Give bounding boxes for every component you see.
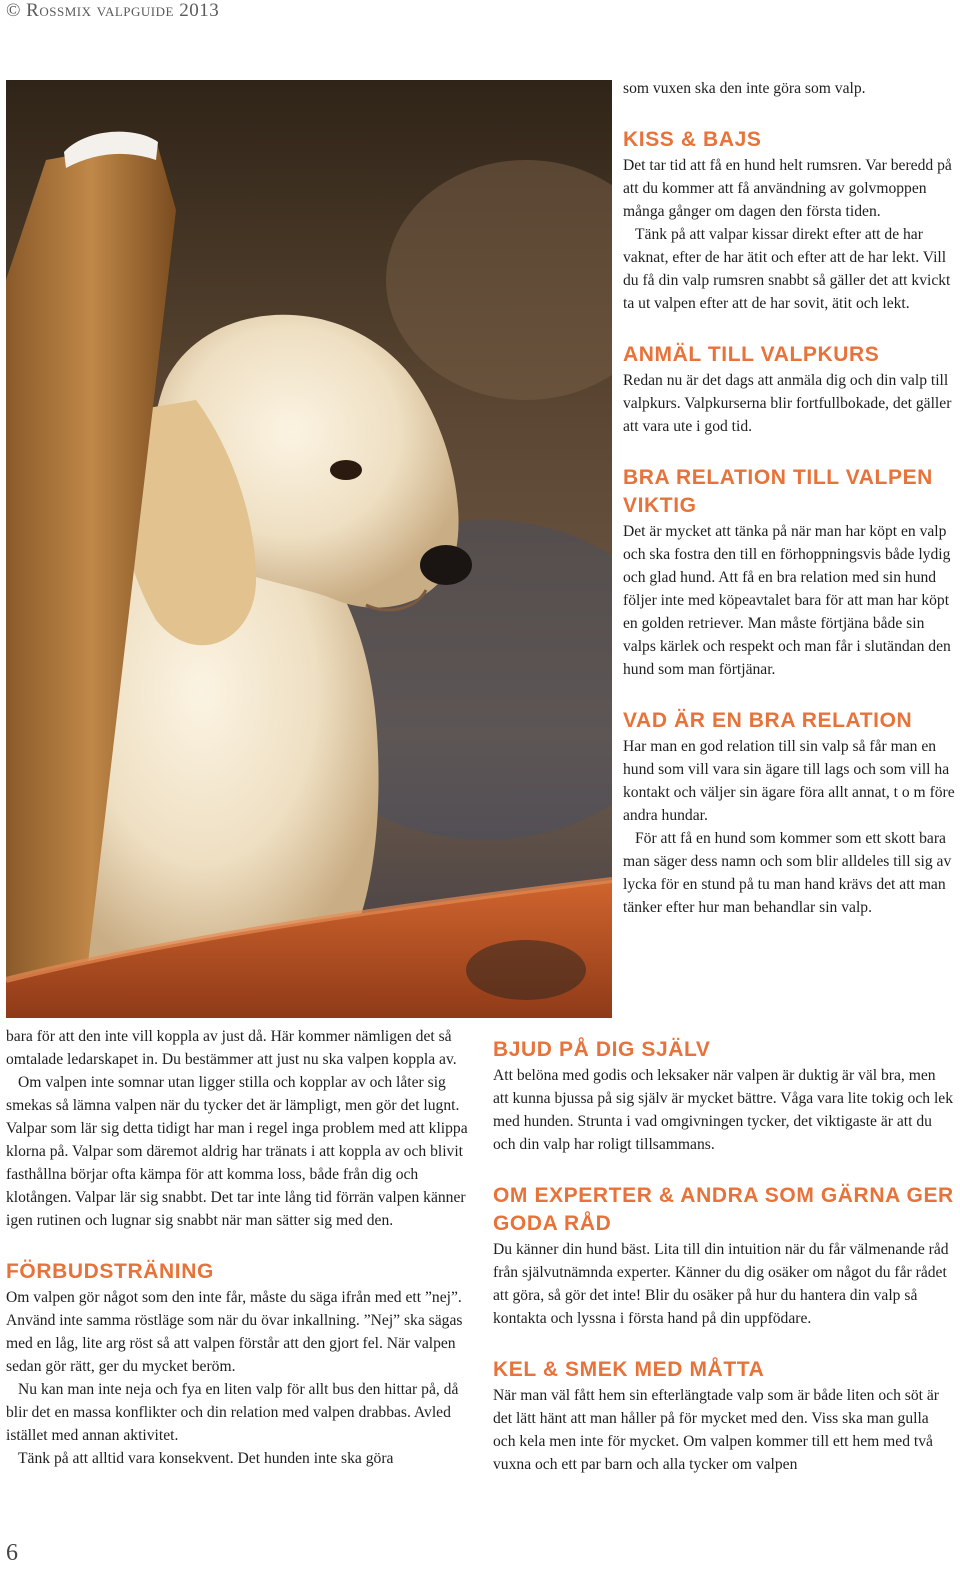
section-heading: VAD ÄR EN BRA RELATION	[623, 709, 913, 732]
column-left-bottom	[6, 1025, 471, 1470]
section-paragraph: För att få en hund som kommer som ett skott bara man säger dess namn och som blir alldeles till sig av lycka för en stund på tu man hand krävs det att man tänker efter hur man behandlar sin valp.	[623, 830, 952, 916]
section-paragraph: Tänk på att valpar kissar direkt efter att de har vaknat, efter de har ätit och efter att de har lekt. Vill du få din valp rumsren snabbt så gäller det att kvickt ta ut valpen efter att de har sovit, ätit och lekt.	[623, 226, 951, 312]
section-paragraph: Att belöna med godis och leksaker när valpen är duktig är väl bra, men att kunna bjussa på sig själv är mycket bättre. Våga vara lite tokig och lek med hunden. Strunta i vad omgivningen tycker, det viktigaste är att du och din valp har roligt tillsammans.	[493, 1067, 954, 1153]
section-paragraph: Det är mycket att tänka på när man har köpt en valp och ska fostra den till en förhoppningsvis både lydig och glad hund. Att få en bra relation med sin hund följer inte med köpeavtalet bara för att man har köpt en golden retriever. Man måste förtjäna både sin valps kärlek och respekt och man får i slutändan den hund som man förtjänar.	[623, 523, 951, 678]
section-paragraph: Det tar tid att få en hund helt rumsren. Var beredd på att du kommer att få användning av golvmoppen många gånger om dagen den första tiden.	[623, 157, 952, 220]
section-heading: KISS & BAJS	[623, 128, 762, 151]
page-number: 6	[6, 1540, 18, 1566]
section-paragraph: Du känner din hund bäst. Lita till din intuition när du får välmenande råd från självutnämnda experter. Känner du dig osäker om något du får rådet att göra, så gör det inte! Blir du osäker på hur du hantera din valp så kontakta och lyssna i första hand på din uppfödare.	[493, 1241, 949, 1327]
section-heading: KEL & SMEK MED MÅTTA	[493, 1358, 765, 1381]
section-paragraph: Har man en god relation till sin valp så får man en hund som vill vara sin ägare till lags och som vill ha kontakt och väljer sin ägare föra allt annat, t o m före andra hundar.	[623, 738, 955, 824]
section-heading: BJUD PÅ DIG SJÄLV	[493, 1038, 711, 1061]
column-right-bottom	[493, 1036, 955, 1476]
section-heading: ANMÄL TILL VALPKURS	[623, 343, 880, 366]
intro-paragraph: som vuxen ska den inte göra som valp.	[623, 80, 866, 97]
section-paragraph: Om valpen gör något som den inte får, måste du säga ifrån med ett ”nej”. Använd inte samma röstläge som när du övar inkallning. ”Nej” ska sägas med en låg, lite arg röst så att valpen förstår att den gjort fel. När valpen sedan gör rätt, ger du mycket beröm.	[6, 1289, 463, 1375]
column-right-top	[623, 77, 955, 919]
section-paragraph: Redan nu är det dags att anmäla dig och din valp till valpkurs. Valpkurserna blir fortfullbokade, det gäller att vara ute i god tid.	[623, 372, 952, 435]
section-heading: BRA RELATION TILL VALPEN VIKTIG	[623, 466, 933, 517]
section-paragraph: När man väl fått hem sin efterlängtade valp som är både liten och söt är det lätt hänt att man håller på för mycket med den. Viss ska man gulla och kela men inte för mycket. Om valpen kommer till ett hem med två vuxna och ett par barn och alla tycker om valpen	[493, 1387, 939, 1473]
puppy-photo	[6, 80, 612, 1018]
section-paragraph: Tänk på att alltid vara konsekvent. Det hunden inte ska göra	[18, 1450, 394, 1467]
section-heading: FÖRBUDSTRÄNING	[6, 1260, 214, 1283]
intro-paragraph: Om valpen inte somnar utan ligger stilla och kopplar av och låter sig smekas så lämna valpen när du tycker det är lämpligt, men gör det lugnt. Valpar som lär sig detta tidigt har man i regel inga problem med att klippa klorna på. Valpar som däremot aldrig har tränats i att koppla av och blivit fasthållna börjar ofta kämpa för att komma loss, både från dig och klotången. Valpar lär sig snabbt. Det tar inte lång tid förrän valpen känner igen rutinen och lugnar sig snabbt när man sätter sig med den.	[6, 1074, 468, 1229]
page-header: © Rossmix valpguide 2013	[6, 0, 220, 21]
section-heading: OM EXPERTER & ANDRA SOM GÄRNA GER GODA RÅD	[493, 1184, 954, 1235]
intro-paragraph: bara för att den inte vill koppla av just då. Här kommer nämligen det så omtalade ledarskapet in. Du bestämmer att just nu ska valpen koppla av.	[6, 1028, 457, 1068]
section-paragraph: Nu kan man inte neja och fya en liten valp för allt bus den hittar på, då blir det en massa konflikter och din relation med valpen drabbas. Avled istället med annan aktivitet.	[6, 1381, 459, 1444]
